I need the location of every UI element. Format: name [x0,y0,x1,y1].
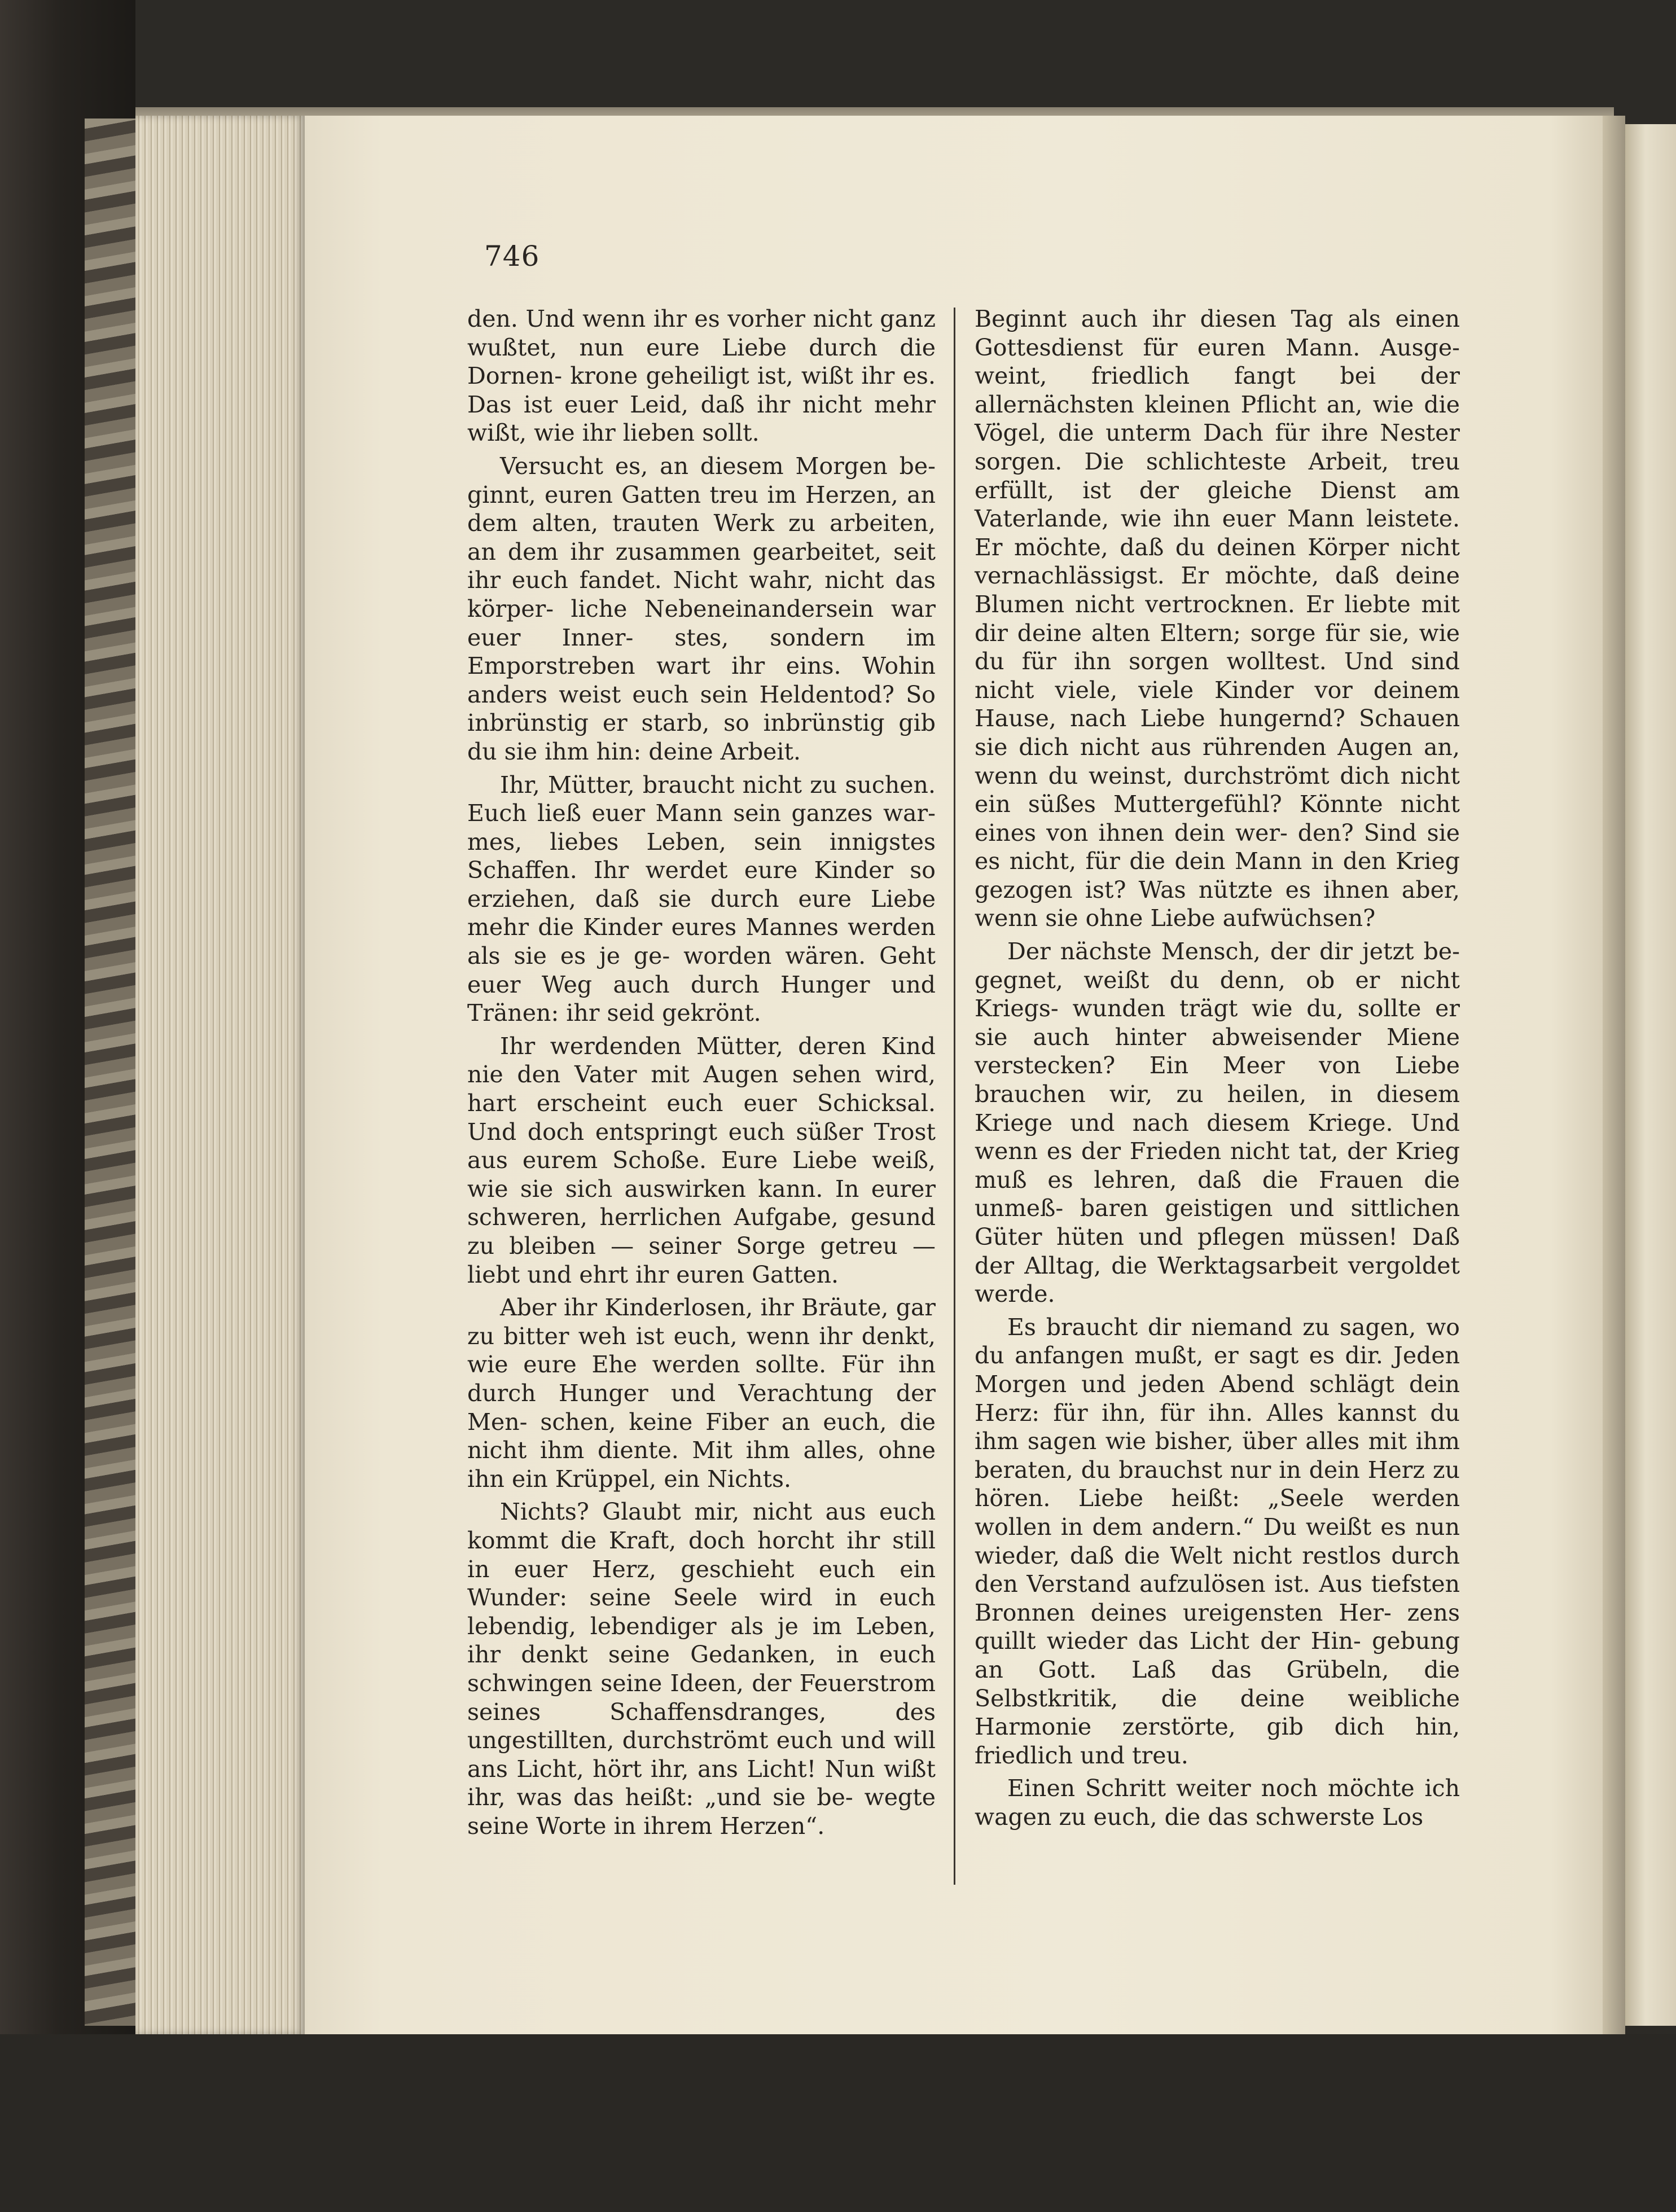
paragraph: den. Und wenn ihr es vorher nicht ganz wußtet, nun eure Liebe durch die Dornen- krone geheiligt ist, wißt ihr es. Das ist euer Leid, daß ihr nicht mehr wißt, wie ihr lieben sollt. [467,305,936,447]
book-gutter [1603,116,1625,2034]
text-column-right [975,305,1460,1831]
page-number: 746 [484,240,540,273]
marbled-endpaper [85,118,135,2026]
background-surface [0,2034,1676,2212]
paragraph: Ihr, Mütter, braucht nicht zu suchen. Euch ließ euer Mann sein ganzes war- mes, liebes Leben, sein innigstes Schaffen. Ihr werdet eure Kinder so erziehen, daß sie durch eure Liebe mehr die Kinder eures Mannes werden als sie es je ge- worden wären. Geht euer Weg auch durch Hunger und Tränen: ihr seid gekrönt. [467,771,936,1027]
facing-page-edge [1625,124,1676,2026]
page-edges [135,116,305,2034]
paragraph: Aber ihr Kinderlosen, ihr Bräute, gar zu bitter weh ist euch, wenn ihr denkt, wie eure Ehe werden sollte. Für ihn durch Hunger und Verachtung der Men- schen, keine Fiber an euch, die nicht ihm diente. Mit ihm alles, ohne ihn ein Krüppel, ein Nichts. [467,1294,936,1493]
paragraph: Es braucht dir niemand zu sagen, wo du anfangen mußt, er sagt es dir. Jeden Morgen und jeden Abend schlägt dein Herz: für ihn, für ihn. Alles kannst du ihm sagen wie bisher, über alles mit ihm beraten, du brauchst nur in dein Herz zu hören. Liebe heißt: „Seele werden wollen in dem andern.“ Du weißt es nun wieder, daß die Welt nicht restlos durch den Verstand aufzulösen ist. Aus tiefsten Bronnen deines ureigensten Her- zens quillt wieder das Licht der Hin- gebung an Gott. Laß das Grübeln, die Selbstkritik, die deine weibliche Harmonie zerstörte, gib dich hin, friedlich und treu. [975,1313,1460,1769]
paragraph: Der nächste Mensch, der dir jetzt be- gegnet, weißt du denn, ob er nicht Kriegs- wunden trägt wie du, sollte er sie auch hinter abweisender Miene verstecken? Ein Meer von Liebe brauchen wir, zu heilen, in diesem Kriege und nach diesem Kriege. Und wenn es der Frieden nicht tat, der Krieg muß es lehren, daß die Frauen die unmeß- baren geistigen und sittlichen Güter hüten und pflegen müssen! Daß der Alltag, die Werktagsarbeit vergoldet werde. [975,938,1460,1308]
paragraph: Nichts? Glaubt mir, nicht aus euch kommt die Kraft, doch horcht ihr still in euer Herz, geschieht euch ein Wunder: seine Seele wird in euch lebendig, lebendiger als je im Leben, ihr denkt seine Gedanken, in euch schwingen seine Ideen, der Feuerstrom seines Schaffensdranges, des ungestillten, durchströmt euch und will ans Licht, hört ihr, ans Licht! Nun wißt ihr, was das heißt: „und sie be- wegte seine Worte in ihrem Herzen“. [467,1498,936,1840]
paragraph: Versucht es, an diesem Morgen be- ginnt, euren Gatten treu im Herzen, an dem alten, trauten Werk zu arbeiten, an dem ihr zusammen gearbeitet, seit ihr euch fandet. Nicht wahr, nicht das körper- liche Nebeneinandersein war euer Inner- stes, sondern im Emporstreben wart ihr eins. Wohin anders weist euch sein Heldentod? So inbrünstig er starb, so inbrünstig gib du sie ihm hin: deine Arbeit. [467,452,936,765]
text-column-left [467,305,936,1840]
column-divider [954,308,955,1885]
paragraph: Beginnt auch ihr diesen Tag als einen Gottesdienst für euren Mann. Ausge- weint, friedlich fangt bei der allernächsten kleinen Pflicht an, wie die Vögel, die unterm Dach für ihre Nester sorgen. Die schlichteste Arbeit, treu erfüllt, ist der gleiche Dienst am Vaterlande, wie ihn euer Mann leistete. Er möchte, daß du deinen Körper nicht vernachlässigst. Er möchte, daß deine Blumen nicht vertrocknen. Er liebte mit dir deine alten Eltern; sorge für sie, wie du für ihn sorgen wolltest. Und sind nicht viele, viele Kinder vor deinem Hause, nach Liebe hungernd? Schauen sie dich nicht aus rührenden Augen an, wenn du weinst, durchströmt dich nicht ein süßes Muttergefühl? Könnte nicht eines von ihnen dein wer- den? Sind sie es nicht, für die dein Mann in den Krieg gezogen ist? Was nützte es ihnen aber, wenn sie ohne Liebe aufwüchsen? [975,305,1460,932]
paragraph: Ihr werdenden Mütter, deren Kind nie den Vater mit Augen sehen wird, hart erscheint euch euer Schicksal. Und doch entspringt euch süßer Trost aus eurem Schoße. Eure Liebe weiß, wie sie sich auswirken kann. In eurer schweren, herrlichen Aufgabe, gesund zu bleiben — seiner Sorge getreu — liebt und ehrt ihr euren Gatten. [467,1032,936,1288]
paragraph: Einen Schritt weiter noch möchte ich wagen zu euch, die das schwerste Los [975,1775,1460,1831]
